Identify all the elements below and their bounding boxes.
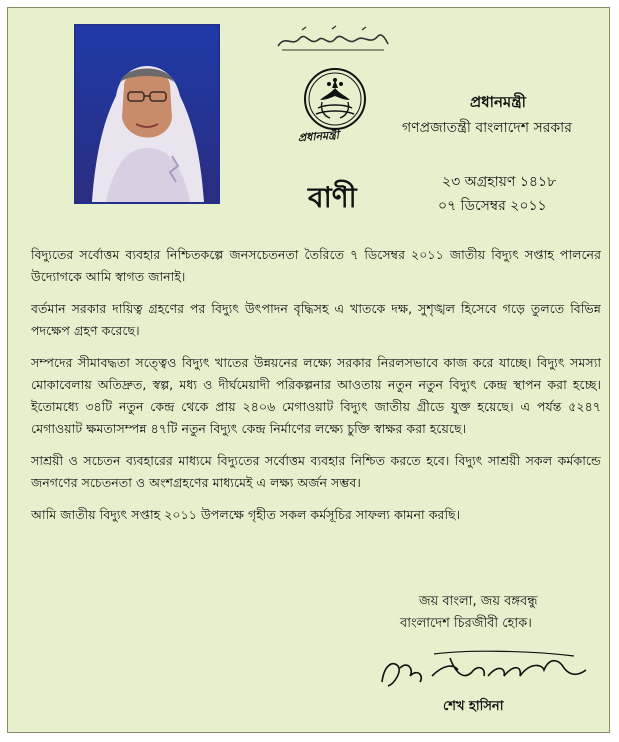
signer-name: শেখ হাসিনা (443, 699, 504, 714)
paragraph: সম্পদের সীমাবদ্ধতা সত্ত্বেও বিদ্যুৎ খাতের উন্নয়নের লক্ষ্যে সরকার নিরলসভাবে কাজ করে যাচ্ছে। বিদ্যুৎ সমস্যা মোকাবেলায় অতিদ্রুত, স্বল্প, মধ্য ও দীর্ঘমেয়াদী পরিকল্পনার আওতায় নতুন নতুন বিদ্যুৎ কেন্দ্র স্থাপন করা হচ্ছে। ইতোমধ্যে ৩৪টি নতুন কেন্দ্র থেকে প্রায় ২৪০৬ মেগাওয়াট বিদ্যুৎ জাতীয় গ্রীডে যুক্ত হয়েছে। এ পর্যন্ত ৫২৪৭ মেগাওয়াট ক্ষমতাসম্পন্ন ৪৭টি নতুন বিদ্যুৎ কেন্দ্র নির্মাণের লক্ষ্যে চুক্তি স্বাক্ষর করা হয়েছে। (31, 355, 601, 436)
date-bengali: ২৩ অগ্রহায়ণ ১৪১৮ (442, 174, 557, 190)
bismillah-calligraphy (272, 24, 392, 54)
emblem-label: প্রধানমন্ত্রী (297, 128, 340, 145)
handwritten-signature (374, 646, 590, 698)
government-emblem (300, 66, 370, 132)
paragraph: সাশ্রয়ী ও সচেতন ব্যবহারের মাধ্যমে বিদ্যুতের সর্বোত্তম ব্যবহার নিশ্চিত করতে হবে। বিদ্যুৎ সাশ্রয়ী সকল কর্মকান্ডে জনগণের সচেতনতা ও অংশগ্রহণের মাধ্যমেই এ লক্ষ্য অর্জন সম্ভব। (31, 453, 601, 490)
date-gregorian: ০৭ ডিসেম্বর ২০১১ (438, 198, 547, 214)
closing-line-1: জয় বাংলা, জয় বঙ্গবন্ধু (419, 594, 538, 609)
paragraph: আমি জাতীয় বিদ্যুৎ সপ্তাহ ২০১১ উপলক্ষে গৃহীত সকল কর্মসূচির সাফল্য কামনা করছি। (31, 507, 461, 522)
portrait-photo (74, 24, 220, 204)
closing-line-2: বাংলাদেশ চিরজীবী হোক। (400, 616, 532, 631)
message-body (31, 244, 601, 536)
paragraph: বিদ্যুতের সর্বোত্তম ব্যবহার নিশ্চিতকল্পে জনসচেতনতা তৈরিতে ৭ ডিসেম্বর ২০১১ জাতীয় বিদ্যুৎ সপ্তাহ পালনের উদ্যোগকে আমি স্বাগত জানাই। (31, 247, 601, 284)
office-subtitle: গণপ্রজাতন্ত্রী বাংলাদেশ সরকার (402, 120, 572, 136)
message-title: বাণী (308, 181, 357, 214)
paragraph: বর্তমান সরকার দায়িত্ব গ্রহণের পর বিদ্যুৎ উৎপাদন বৃদ্ধিসহ এ খাতকে দক্ষ, সুশৃঙ্খল হিসেবে গড়ে তুলতে বিভিন্ন পদক্ষেপ গ্রহণ করেছে। (31, 301, 601, 338)
office-title: প্রধানমন্ত্রী (470, 93, 526, 111)
